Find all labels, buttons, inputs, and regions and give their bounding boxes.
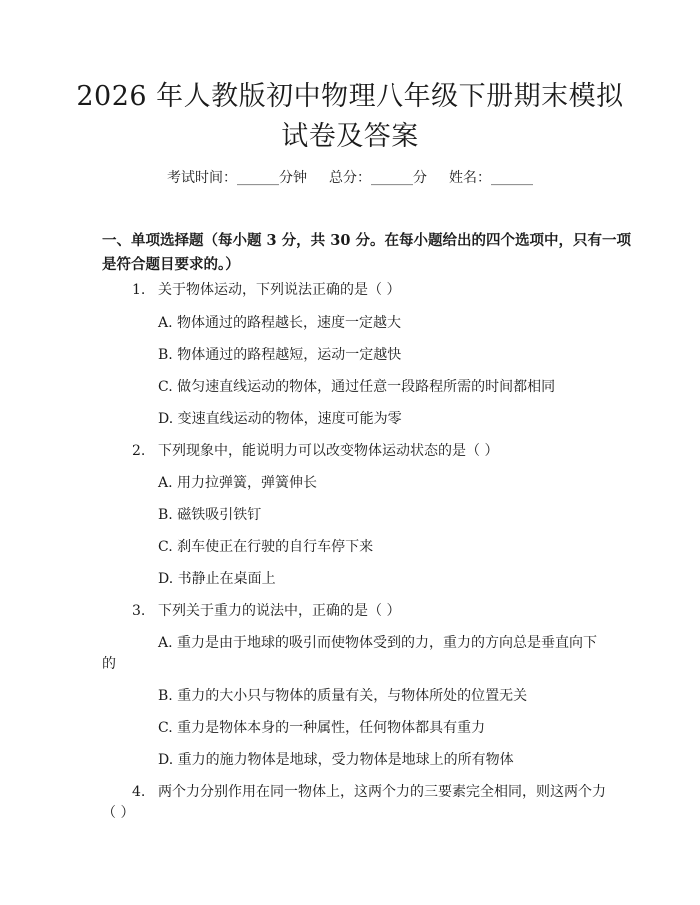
answer-option: D. 书静止在桌面上	[158, 571, 276, 587]
question-number: 1.	[132, 282, 146, 298]
answer-option: B. 物体通过的路程越短，运动一定越快	[158, 347, 402, 363]
answer-option: C. 做匀速直线运动的物体，通过任意一段路程所需的时间都相同	[158, 379, 556, 395]
question-stem: 关于物体运动，下列说法正确的是（ ）	[158, 282, 401, 298]
answer-option: B. 重力的大小只与物体的质量有关，与物体所处的位置无关	[158, 688, 528, 704]
answer-option: C. 重力是物体本身的一种属性，任何物体都具有重力	[158, 720, 486, 736]
exam-name-field: 姓名：______	[449, 170, 533, 186]
answer-option: C. 刹车使正在行驶的自行车停下来	[158, 539, 374, 555]
answer-option: A. 物体通过的路程越长，速度一定越大	[158, 315, 402, 331]
question-number: 3.	[132, 603, 146, 619]
exam-title-line-1: 2026 年人教版初中物理八年级下册期末模拟	[76, 81, 624, 112]
question-stem: 下列现象中，能说明力可以改变物体运动状态的是（ ）	[158, 443, 499, 459]
question-stem: 下列关于重力的说法中，正确的是（ ）	[158, 603, 401, 619]
answer-option: A. 用力拉弹簧，弹簧伸长	[158, 475, 318, 491]
section-heading-line-2: 是符合题目要求的。）	[102, 256, 240, 273]
question-number: 2.	[132, 443, 146, 459]
exam-score-field: 总分：______分	[329, 170, 427, 186]
answer-option: A. 重力是由于地球的吸引而使物体受到的力，重力的方向总是垂直向下	[158, 635, 598, 651]
question-number: 4.	[132, 784, 146, 800]
exam-title-line-2: 试卷及答案	[281, 121, 419, 152]
answer-option: D. 变速直线运动的物体，速度可能为零	[158, 411, 402, 427]
section-heading	[102, 229, 631, 277]
question-stem: 两个力分别作用在同一物体上，这两个力的三要素完全相同，则这两个力	[158, 784, 606, 800]
answer-option-continuation: 的	[102, 656, 116, 672]
answer-option: D. 重力的施力物体是地球，受力物体是地球上的所有物体	[158, 752, 514, 768]
exam-time-field: 考试时间：______分钟	[167, 170, 307, 186]
section-heading-line-1: 一、单项选择题（每小题 3 分，共 30 分。在每小题给出的四个选项中，只有一项	[102, 232, 631, 249]
question-stem-continuation: （ ）	[102, 805, 135, 821]
answer-option: B. 磁铁吸引铁钉	[158, 507, 262, 523]
exam-meta	[0, 167, 700, 187]
